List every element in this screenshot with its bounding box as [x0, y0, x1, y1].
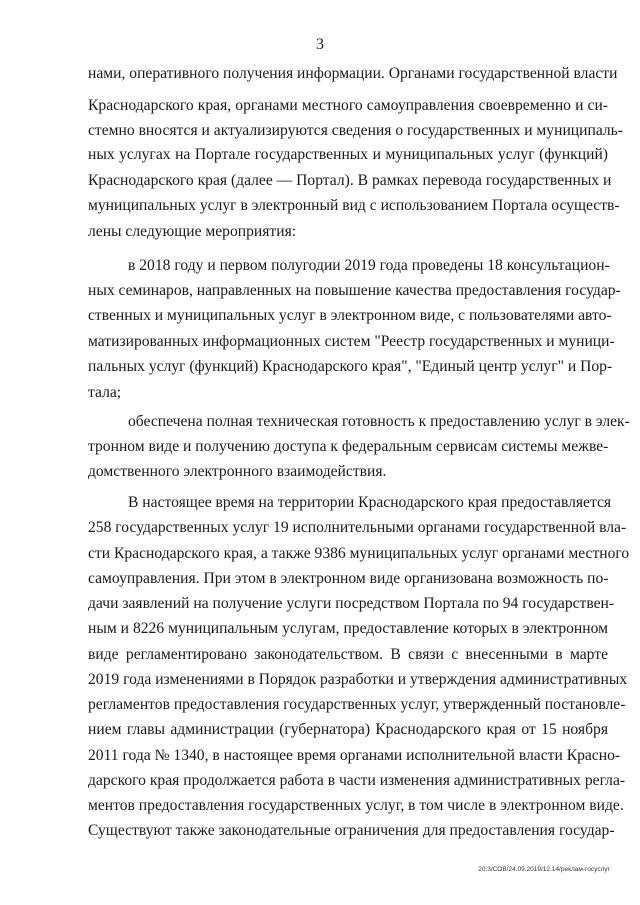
- text-line: ментов предоставления государственных услуг, в том числе в электронном виде.: [88, 797, 624, 814]
- text-line: 2019 года изменениями в Порядок разработки и утверждения административных: [88, 671, 628, 688]
- text-line: матизированных информационных систем "Реестр государственных и муници-: [88, 333, 615, 350]
- text-line: тронном виде и получению доступа к федеральным сервисам системы межве-: [88, 438, 609, 455]
- text-line: дарского края продолжается работа в части изменения административных регла-: [88, 772, 626, 789]
- text-line: домственного электронного взаимодействия.: [88, 463, 387, 480]
- text-line: нием главы администрации (губернатора) Краснодарского края от 15 ноября: [88, 721, 608, 738]
- text-line: самоуправления. При этом в электронном виде организована возможность по-: [88, 570, 609, 587]
- text-line: в 2018 году и первом полугодии 2019 года проведены 18 консультацион-: [128, 257, 610, 274]
- text-line: пальных услуг (функций) Краснодарского края", "Единый центр услуг" и Пор-: [88, 358, 613, 375]
- text-line: Существуют также законодательные ограничения для предоставления государ-: [88, 822, 615, 839]
- text-line: виде регламентировано законодательством. В связи с внесенными в марте: [88, 646, 608, 663]
- text-line: сти Краснодарского края, а также 9386 муниципальных услуг органами местного: [88, 545, 630, 562]
- text-line: ственных и муниципальных услуг в электронном виде, с пользователями авто-: [88, 307, 612, 324]
- text-line: В настоящее время на территории Краснодарского края предоставляется: [128, 494, 612, 511]
- text-line: нами, оперативного получения информации. Органами государственной власти: [88, 65, 618, 82]
- text-line: регламентов предоставления государственных услуг, утвержденный постановле-: [88, 696, 626, 713]
- text-line: тала;: [88, 384, 122, 401]
- text-line: стемно вносятся и актуализируются сведения о государственных и муниципаль-: [88, 122, 623, 139]
- text-line: ным и 8226 муниципальным услугам, предоставление которых в электронном: [88, 620, 608, 637]
- text-line: 258 государственных услуг 19 исполнительными органами государственной вла-: [88, 519, 627, 536]
- text-line: ных семинаров, направленных на повышение качества предоставления государ-: [88, 282, 621, 299]
- text-line: 2011 года № 1340, в настоящее время органами исполнительной власти Красно-: [88, 747, 621, 764]
- page-number: 3: [316, 36, 324, 53]
- text-line: ных услугах на Портале государственных и муниципальных услуг (функций): [88, 146, 608, 163]
- text-line: Краснодарского края, органами местного самоуправления своевременно и си-: [88, 97, 608, 114]
- text-line: Краснодарского края (далее — Портал). В рамках перевода государственных и: [88, 172, 612, 189]
- text-line: обеспечена полная техническая готовность к предоставлению услуг в элек-: [128, 413, 630, 430]
- text-line: муниципальных услуг в электронный вид с использованием Портала осуществ-: [88, 197, 620, 214]
- document-code: 20.3/СОВ/24.09.2019/12.14/реклам-госуслуг: [478, 866, 610, 873]
- text-line: лены следующие мероприятия:: [88, 223, 297, 240]
- text-line: дачи заявлений на получение услуги посредством Портала по 94 государствен-: [88, 595, 615, 612]
